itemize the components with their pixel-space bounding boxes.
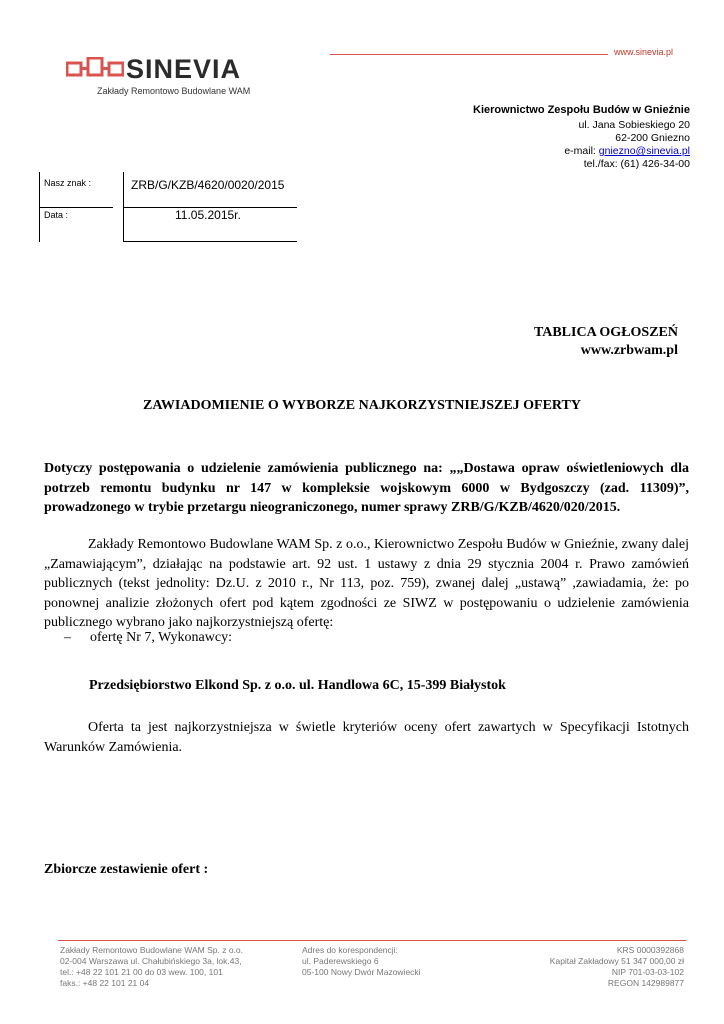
footer-divider (58, 940, 686, 941)
footer-registry-line: NIP 701-03-03-102 (611, 967, 684, 977)
footer-correspondence (302, 945, 421, 978)
footer-correspondence-line: ul. Paderewskiego 6 (302, 956, 379, 966)
office-email-row (473, 145, 690, 158)
list-item (64, 630, 232, 646)
footer-registry-line: Kapitał Zakładowy 51 347 000,00 zł (549, 956, 684, 966)
notice-board-url[interactable]: www.zrbwam.pl (580, 343, 678, 358)
footer-company (60, 945, 243, 989)
office-street: ul. Jana Sobieskiego 20 (578, 119, 690, 131)
body-paragraph: Zakłady Remontowo Budowlane WAM Sp. z o.o., Kierownictwo Zespołu Budów w Gnieźnie, zwany dalej „Zamawiającym”, działając na podstawie art. 92 ust. 1 ustawy z dnia 29 stycznia 2004 r. Prawo zamówień publicznych (tekst jednolity: Dz.U. z 2010 r., Nr 113, poz. 759), zwanej dalej „ustawą” ,zawiadamia, że: po ponownej analizie złożonych ofert pod kątem zgodności ze SIWZ w postępowaniu o udzielenie zamówienia publicznego wybrano jako najkorzystniejszą ofertę: (44, 537, 689, 630)
ref-box-bottom-border (123, 241, 297, 242)
footer-company-line: Zakłady Remontowo Budowlane WAM Sp. z o.o. (60, 945, 243, 955)
office-address (473, 104, 690, 171)
ref-box-label-divider (39, 207, 113, 208)
winner-contractor: Przedsiębiorstwo Elkond Sp. z o.o. ul. Handlowa 6C, 15-399 Białystok (89, 678, 506, 693)
page-title: ZAWIADOMIENIE O WYBORZE NAJKORZYSTNIEJSZEJ OFERTY (143, 398, 581, 413)
footer-correspondence-line: Adres do korespondencji: (302, 945, 398, 955)
date-label: Data : (44, 210, 69, 220)
office-city: 62-200 Gniezno (615, 132, 690, 144)
our-ref-label: Nasz znak : (44, 178, 92, 188)
footer-company-line: faks.: +48 22 101 21 04 (60, 978, 150, 988)
reference-box (39, 172, 297, 242)
footer-correspondence-line: 05-100 Nowy Dwór Mazowiecki (302, 967, 421, 977)
logo-text: SINEVIA (126, 54, 242, 84)
office-email-label: e-mail: (564, 145, 596, 157)
footer-registry (550, 945, 684, 989)
footer-registry-line: KRS 0000392868 (616, 945, 684, 955)
notice-board-label: TABLICA OGŁOSZEŃ (533, 325, 678, 340)
our-ref-value: ZRB/G/KZB/4620/0020/2015 (131, 178, 285, 192)
sinevia-logo-icon (66, 57, 124, 77)
footer-company-line: tel.: +48 22 101 21 00 do 03 wew. 100, 101 (60, 967, 223, 977)
bullet-dash: – (64, 630, 71, 645)
office-phone: tel./fax: (61) 426-34-00 (583, 158, 690, 170)
date-value: 11.05.2015r. (175, 208, 241, 222)
summary-heading: Zbiorcze zestawienie ofert : (44, 862, 209, 877)
header-divider (330, 54, 608, 55)
footer-registry-line: REGON 142989877 (607, 978, 684, 988)
footer-company-line: 02-004 Warszawa ul. Chałubińskiego 3a, lok.43, (60, 956, 242, 966)
office-email-link[interactable]: gniezno@sinevia.pl (598, 145, 690, 157)
logo-subtitle: Zakłady Remontowo Budowlane WAM (97, 86, 251, 96)
subject-paragraph: Dotyczy postępowania o udzielenie zamówienia publicznego na: „„Dostawa opraw oświetleniowych dla potrzeb remontu budynku nr 147 w kompleksie wojskowym 6000 w Bydgoszczy (zad. 11309)”, prowadzonego w trybie przetargu nieograniczonego, numer sprawy ZRB/G/KZB/4620/020/2015. (44, 461, 689, 515)
bullet-text: ofertę Nr 7, Wykonawcy: (90, 630, 232, 645)
office-title: Kierownictwo Zespołu Budów w Gnieźnie (473, 104, 690, 116)
justification-paragraph: Oferta ta jest najkorzystniejsza w świetle kryteriów oceny ofert zawartych w Specyfikacji Istotnych Warunków Zamówienia. (44, 720, 689, 755)
website-link[interactable]: www.sinevia.pl (614, 47, 674, 57)
